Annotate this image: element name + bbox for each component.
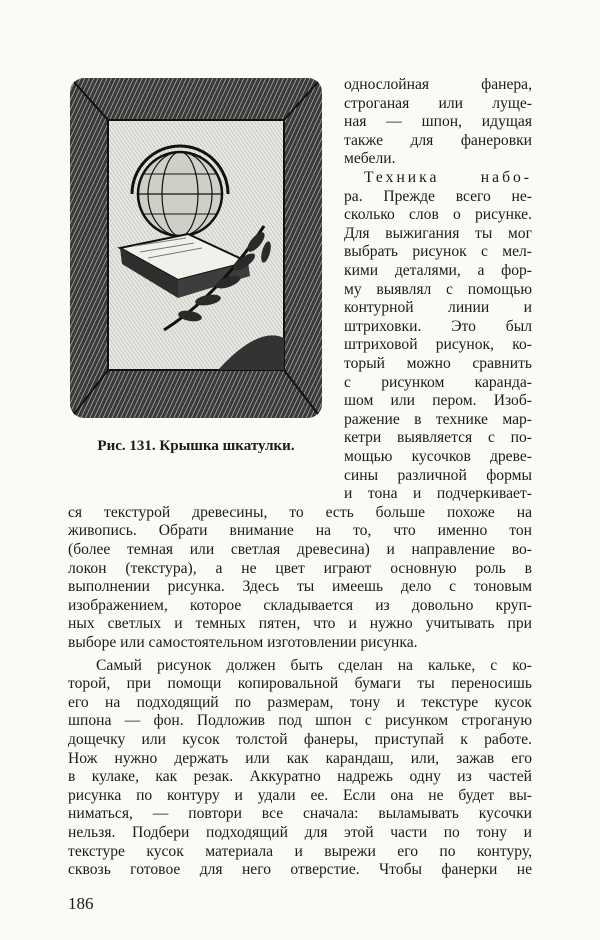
column-line: сины различной формы	[344, 466, 532, 484]
column-line: сколько слов о рисунке.	[344, 206, 532, 224]
body-line: изображением, которое складывается из довольно круп-	[68, 596, 532, 614]
body-line: сквозь готовое для него отверстие. Чтобы фанерки не	[68, 861, 532, 879]
column-line: контурной линии и	[344, 299, 532, 317]
body-line: Нож нужно держать или как карандаш, или, зажав его	[68, 749, 532, 767]
column-line: также для фанеровки	[344, 131, 532, 149]
body-line: выполнении рисунка. Здесь ты имеешь дело с тоновым	[68, 578, 532, 596]
column-line: ра. Прежде всего не-	[344, 187, 532, 205]
column-line: мебели.	[344, 150, 396, 168]
column-line: строганая или луще-	[344, 94, 532, 112]
body-line: живопись. Обрати внимание на то, что именно тон	[68, 522, 532, 540]
paragraph-start-line: Самый рисунок должен быть сделан на кальке, с ко-	[96, 656, 532, 674]
column-line: кими деталями, а фор-	[344, 262, 532, 279]
body-line: его на подходящий по размерам, тону и текстуре кусок	[68, 693, 532, 711]
column-line: штриховки. Это был	[344, 317, 532, 335]
figure-box-lid	[68, 76, 324, 420]
body-line: ниматься, — повтори все сначала: выламывать кусочки	[68, 805, 532, 823]
page-number: 186	[68, 893, 94, 913]
column-line: выбрать рисунок с мел-	[344, 243, 532, 261]
column-line: мощью кусочков древе-	[344, 448, 532, 465]
body-line: ных светлых и темных пятен, что и нужно учитывать при	[68, 615, 532, 633]
body-line: ся текстурой древесины, то есть больше похоже на	[68, 503, 532, 521]
body-line: выборе или самостоятельном изготовлении рисунка.	[68, 634, 418, 651]
column-line: шом или пером. Изоб-	[344, 392, 532, 410]
body-line: текстуре кусок материала и вырежи его по контуру,	[68, 842, 532, 860]
column-line: однослойная фанера,	[344, 76, 532, 93]
body-line: рисунка по контуру и удали ее. Если она не будет вы-	[68, 786, 532, 804]
body-line: нельзя. Подбери подходящий для этой части по тону и	[68, 824, 532, 841]
body-line: дощечку или кусок толстой фанеры, приступай к работе.	[68, 731, 532, 748]
column-line: кетри выявляется с по-	[344, 429, 532, 447]
body-line: торой, при помощи копировальной бумаги ты переносишь	[68, 675, 532, 693]
column-line: и тона и подчеркивает-	[344, 485, 532, 503]
column-line: штриховой рисунок, ко-	[344, 336, 532, 354]
section-heading-line: Техника набо-	[364, 169, 532, 186]
body-line: (более темная или светлая древесина) и направление во-	[68, 541, 532, 558]
body-line: шпона — фон. Подложив под шпон с рисунком строганую	[68, 712, 532, 730]
column-line: ная — шпон, идущая	[344, 113, 532, 131]
column-line: торый можно сравнить	[344, 355, 532, 372]
body-line: локон (текстура), а не цвет играют основную роль в	[68, 559, 532, 577]
figure-caption: Рис. 131. Крышка шкатулки.	[97, 438, 295, 454]
column-line: Для выжигания ты мог	[344, 224, 532, 242]
box-lid-illustration	[68, 76, 324, 420]
column-line: ражение в технике мар-	[344, 410, 532, 428]
column-line: му выявлял с помощью	[344, 280, 532, 298]
body-line: в кулаке, как резак. Аккуратно надрежь одну из частей	[68, 768, 532, 786]
column-line: с рисунком каранда-	[344, 373, 532, 391]
